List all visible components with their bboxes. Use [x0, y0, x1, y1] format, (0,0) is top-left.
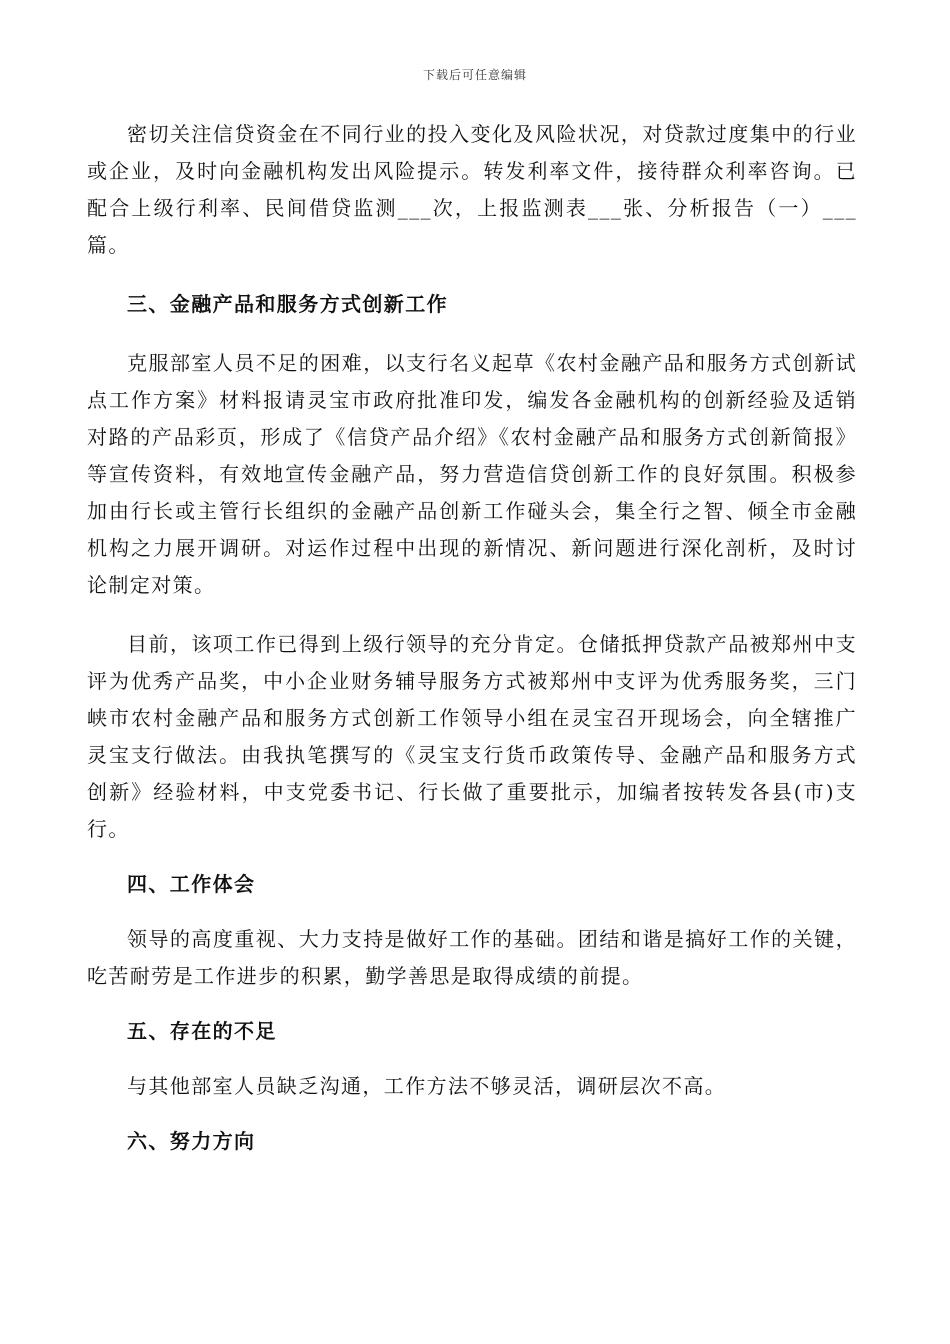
- paragraph-achievements: 目前，该项工作已得到上级行领导的充分肯定。仓储抵押贷款产品被郑州中支评为优秀产品奖，中小企业财务辅导服务方式被郑州中支评为优秀服务奖，三门峡市农村金融产品和服务方式创新工作领导小组在灵宝召开现场会，向全辖推广灵宝支行做法。由我执笔撰写的《灵宝支行货币政策传导、金融产品和服务方式创新》经验材料，中支党委书记、行长做了重要批示，加编者按转发各县(市)支行。: [87, 632, 857, 841]
- spacer: [87, 264, 857, 286]
- section-heading-direction: 六、努力方向: [127, 1129, 256, 1153]
- spacer: [87, 903, 857, 921]
- spacer: [87, 848, 857, 866]
- spacer: [87, 1105, 857, 1123]
- spacer: [87, 995, 857, 1013]
- section-heading-innovation: 三、金融产品和服务方式创新工作: [127, 292, 448, 316]
- document-body: [87, 116, 857, 1160]
- paragraph-innovation-work: 克服部室人员不足的困难，以支行名义起草《农村金融产品和服务方式创新试点工作方案》材料报请灵宝市政府批准印发，编发各金融机构的创新经验及适销对路的产品彩页，形成了《信贷产品介绍》《农村金融产品和服务方式创新简报》等宣传资料，有效地宣传金融产品，努力营造信贷创新工作的良好氛围。积极参加由行长或主管行长组织的金融产品创新工作碰头会，集全行之智、倾全市金融机构之力展开调研。对运作过程中出现的新情况、新问题进行深化剖析，及时讨论制定对策。: [87, 351, 857, 597]
- spacer: [87, 323, 857, 345]
- spacer: [87, 1050, 857, 1068]
- section-heading-shortcomings: 五、存在的不足: [127, 1019, 277, 1043]
- spacer: [87, 604, 857, 626]
- header-note: 下载后可任意编辑: [422, 68, 527, 82]
- paragraph-risk-monitoring: 密切关注信贷资金在不同行业的投入变化及风险状况，对贷款过度集中的行业或企业，及时向金融机构发出风险提示。转发利率文件，接待群众利率咨询。已配合上级行利率、民间借贷监测___次，上报监测表___张、分析报告（一）___篇。: [87, 122, 857, 257]
- paragraph-shortcomings: 与其他部室人员缺乏沟通，工作方法不够灵活，调研层次不高。: [127, 1074, 727, 1098]
- paragraph-experience: 领导的高度重视、大力支持是做好工作的基础。团结和谐是搞好工作的关键，吃苦耐劳是工作进步的积累，勤学善思是取得成绩的前提。: [87, 927, 857, 988]
- section-heading-experience: 四、工作体会: [127, 872, 256, 896]
